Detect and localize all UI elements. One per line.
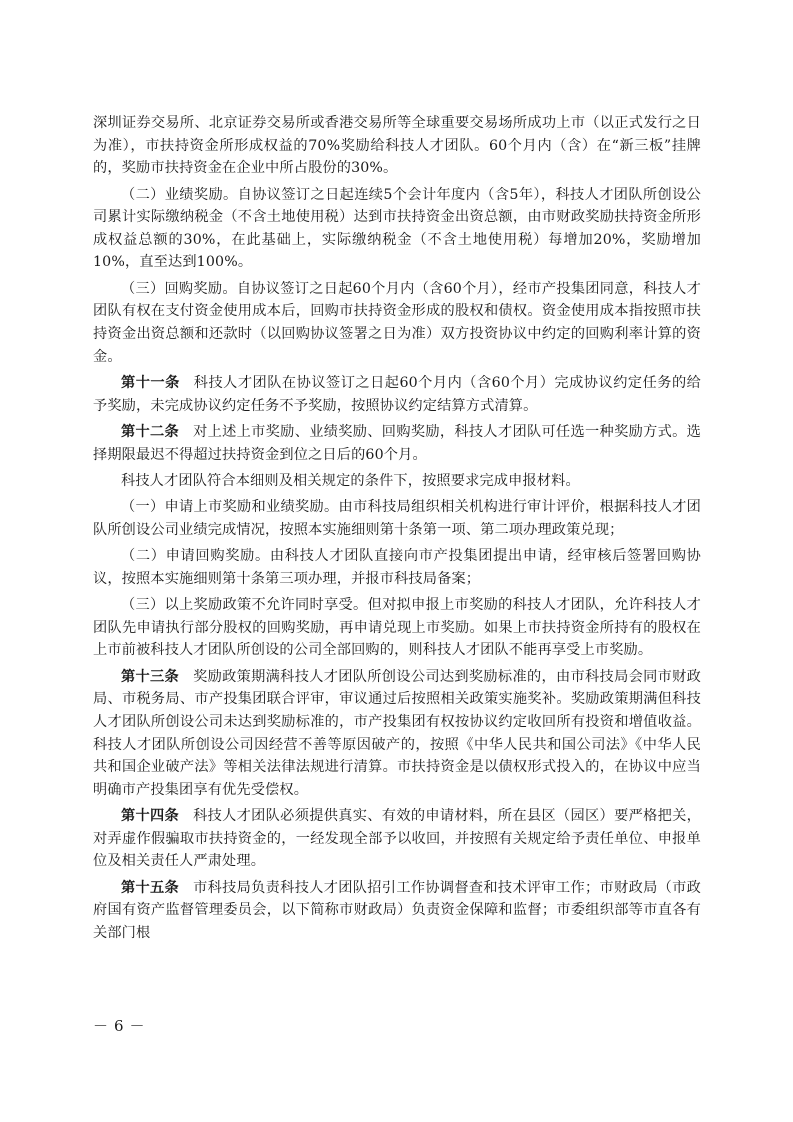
paragraph-apply-listing-performance bbox=[93, 496, 701, 541]
article-12 bbox=[93, 421, 701, 466]
article-text: 科技人才团队必须提供真实、有效的申请材料，所在县区（园区）要严格把关，对弄虚作假骗取市扶持资金的，一经发现全部予以收回，并按照有关规定给予责任单位、申报单位及相关责任人严肃处理。 bbox=[93, 808, 701, 870]
paragraph-text: 深圳证券交易所、北京证券交易所或香港交易所等全球重要交易场所成功上市（以正式发行之日为准），市扶持资金所形成权益的70%奖励给科技人才团队。60个月内（含）在“新三板”挂牌的，奖励市扶持资金在企业中所占股份的30%。 bbox=[93, 115, 701, 177]
paragraph-buyback-reward bbox=[93, 278, 701, 368]
article-number: 第十二条 bbox=[121, 423, 180, 440]
document-page bbox=[93, 112, 701, 948]
article-text: 对上述上市奖励、业绩奖励、回购奖励，科技人才团队可任选一种奖励方式。选择期限最迟不得超过扶持资金到位之日后的60个月。 bbox=[93, 423, 701, 463]
paragraph-application-materials bbox=[93, 470, 701, 493]
article-number: 第十四条 bbox=[121, 808, 180, 825]
paragraph-text: （三）以上奖励政策不允许同时享受。但对拟申报上市奖励的科技人才团队，允许科技人才团队先申请执行部分股权的回购奖励，再申请兑现上市奖励。如果上市扶持资金所持有的股权在上市前被科技人才团队所创设的公司全部回购的，则科技人才团队不能再享受上市奖励。 bbox=[93, 597, 701, 659]
article-text: 市科技局负责科技人才团队招引工作协调督查和技术评审工作；市财政局（市政府国有资产监督管理委员会，以下简称市财政局）负责资金保障和监督；市委组织部等市直各有关部门根 bbox=[93, 879, 701, 941]
paragraph-text: （二）业绩奖励。自协议签订之日起连续5个会计年度内（含5年），科技人才团队所创设公司累计实际缴纳税金（不含土地使用税）达到市扶持资金出资总额，由市财政奖励扶持资金所形成权益总额的30%，在此基础上，实际缴纳税金（不含土地使用税）每增加20%，奖励增加10%，直至达到100%。 bbox=[93, 186, 701, 271]
paragraph-text: 科技人才团队符合本细则及相关规定的条件下，按照要求完成申报材料。 bbox=[121, 472, 580, 489]
article-11 bbox=[93, 372, 701, 417]
article-number: 第十一条 bbox=[121, 374, 180, 391]
article-text: 奖励政策期满科技人才团队所创设公司达到奖励标准的，由市科技局会同市财政局、市税务局、市产投集团联合评审，审议通过后按照相关政策实施奖补。奖励政策期满但科技人才团队所创设公司未达到奖励标准的，市产投集团有权按协议约定收回所有投资和增值收益。科技人才团队所创设公司因经营不善等原因破产的，按照《中华人民共和国公司法》《中华人民共和国企业破产法》等相关法律法规进行清算。市扶持资金是以债权形式投入的，在协议中应当明确市产投集团享有优先受偿权。 bbox=[93, 668, 701, 798]
paragraph-apply-buyback bbox=[93, 545, 701, 590]
article-number: 第十三条 bbox=[121, 668, 180, 685]
paragraph-text: （二）申请回购奖励。由科技人才团队直接向市产投集团提出申请，经审核后签署回购协议，按照本实施细则第十条第三项办理，并报市科技局备案； bbox=[93, 548, 701, 587]
paragraph-listing-continuation bbox=[93, 112, 701, 180]
article-number: 第十五条 bbox=[121, 879, 180, 896]
article-15 bbox=[93, 877, 701, 945]
paragraph-text: （三）回购奖励。自协议签订之日起60个月内（含60个月），经市产投集团同意，科技人才团队有权在支付资金使用成本后，回购市扶持资金形成的股权和债权。资金使用成本指按照市扶持资金出资总额和还款时（以回购协议签署之日为准）双方投资协议中约定的回购利率计算的资金。 bbox=[93, 280, 701, 365]
article-text: 科技人才团队在协议签订之日起60个月内（含60个月）完成协议约定任务的给予奖励，未完成协议约定任务不予奖励，按照协议约定结算方式清算。 bbox=[93, 374, 701, 414]
paragraph-performance-reward bbox=[93, 184, 701, 274]
page-number: －6－ bbox=[93, 1017, 151, 1035]
paragraph-text: （一）申请上市奖励和业绩奖励。由市科技局组织相关机构进行审计评价，根据科技人才团队所创设公司业绩完成情况，按照本实施细则第十条第一项、第二项办理政策兑现； bbox=[93, 499, 701, 538]
article-14 bbox=[93, 805, 701, 873]
article-13 bbox=[93, 666, 701, 802]
paragraph-no-concurrent-rewards bbox=[93, 594, 701, 662]
